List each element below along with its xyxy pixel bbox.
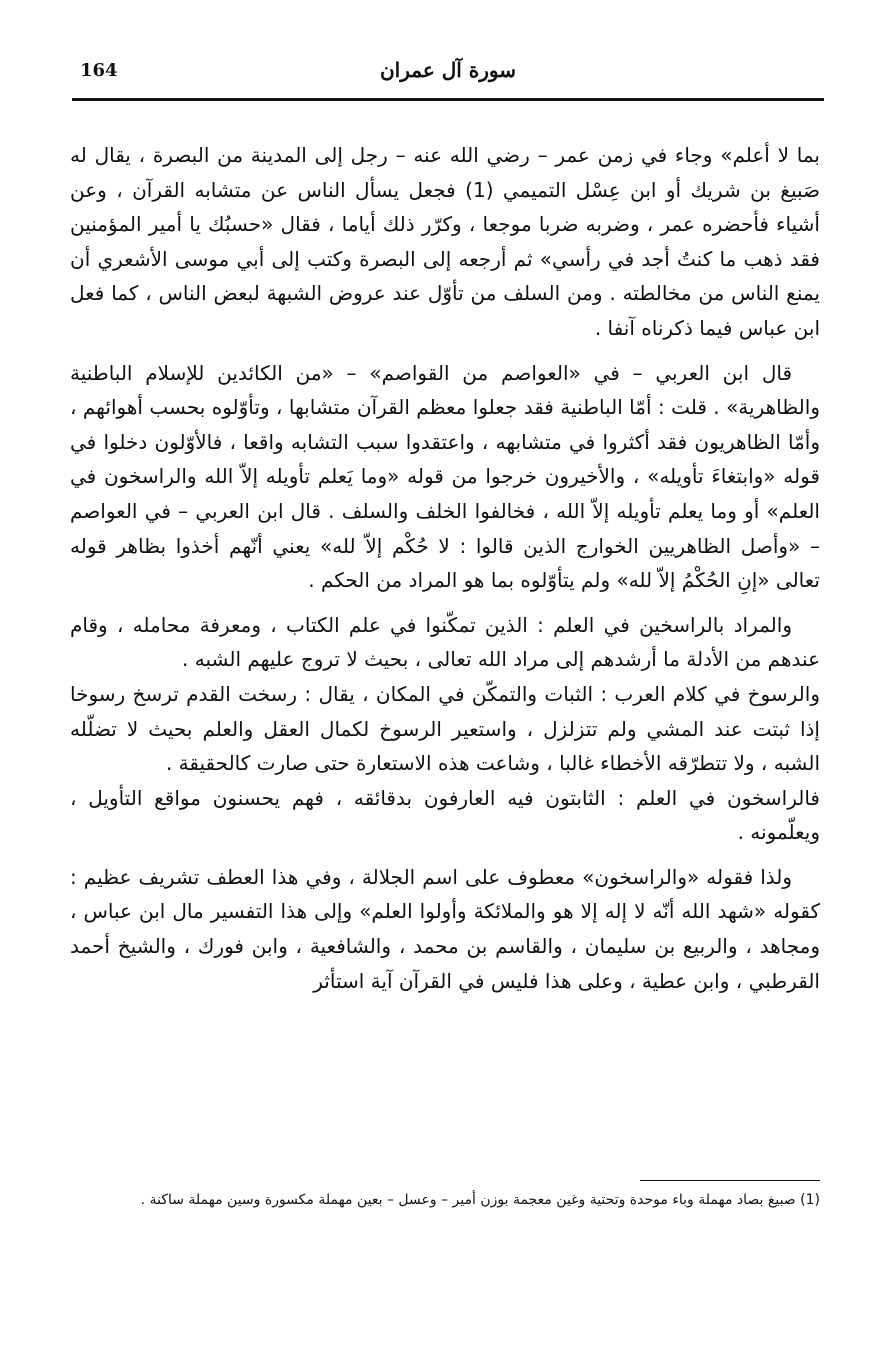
- footnote-divider: [640, 1180, 820, 1181]
- paragraph-6: ولذا فقوله «والراسخون» معطوف على اسم الجلالة ، وفي هذا العطف تشريف عظيم : كقوله «شهد الله أنّه لا إله إلا هو والملائكة وأولوا العلم» وإلى هذا التفسير مال ابن عباس ، ومجاهد ، والربيع بن سليمان ، والقاسم بن محمد ، والشافعية ، وابن فورك ، والشيخ أحمد القرطبي ، وابن عطية ، وعلى هذا فليس في القرآن آية استأثر: [70, 864, 820, 993]
- body-text: [70, 138, 820, 1008]
- page-header: [72, 54, 824, 101]
- paragraph-3: والمراد بالراسخين في العلم : الذين تمكّنوا في علم الكتاب ، ومعرفة محامله ، وقام عندهم من الأدلة ما أرشدهم إلى مراد الله تعالى ، بحيث لا تروج عليهم الشبه .: [70, 612, 820, 672]
- paragraph-4: والرسوخ في كلام العرب : الثبات والتمكّن في المكان ، يقال : رسخت القدم ترسخ رسوخا إذا ثبتت عند المشي ولم تتزلزل ، واستعير الرسوخ لكمال العقل والعلم بحيث لا تضلّله الشبه ، ولا تتطرّقه الأخطاء غالبا ، وشاعت هذه الاستعارة حتى صارت كالحقيقة .: [70, 681, 820, 776]
- page-number: 164: [80, 60, 118, 81]
- footnote: (1) صبيغ بصاد مهملة وباء موحدة وتحتية وغين معجمة بوزن أمير – وعسل – بعين مهملة مكسورة وسين مهملة ساكنة .: [140, 1192, 820, 1208]
- paragraph-5: فالراسخون في العلم : الثابتون فيه العارفون بدقائقه ، فهم يحسنون مواقع التأويل ، ويعلّمونه .: [70, 785, 820, 845]
- paragraph-1: بما لا أعلم» وجاء في زمن عمر – رضي الله عنه – رجل إلى المدينة من البصرة ، يقال له صَبيغ بن شريك أو ابن عِسْل التميمي (1) فجعل يسأل الناس عن متشابه القرآن ، وعن أشياء فأحضره عمر ، وضربه ضربا موجعا ، وكرّر ذلك أياما ، فقال «حسبُك يا أمير المؤمنين فقد ذهب ما كنتُ أجد في رأسي» ثم أرجعه إلى البصرة وكتب إلى أبي موسى الأشعري أن يمنع الناس من مخالطته . ومن السلف من تأوّل عند عروض الشبهة لبعض الناس ، كما فعل ابن عباس فيما ذكرناه آنفا .: [70, 143, 820, 340]
- running-title: سورة آل عمران: [379, 58, 516, 82]
- paragraph-2: قال ابن العربي – في «العواصم من القواصم» – «من الكائدين للإسلام الباطنية والظاهرية» . قلت : أمّا الباطنية فقد جعلوا معظم القرآن متشابها ، وتأوّلوه بحسب أهوائهم ، وأمّا الظاهريون فقد أكثروا في متشابهه ، واعتقدوا سبب التشابه واقعا ، فالأوّلون دخلوا في قوله «وابتغاءَ تأويله» ، والأخيرون خرجوا من قوله «وما يَعلم تأويله إلاّ الله والراسخون في العلم» أو وما يعلم تأويله إلاّ الله ، فخالفوا الخلف والسلف . قال ابن العربي – في العواصم – «وأصل الظاهريين الخوارج الذين قالوا : لا حُكْم إلاّ لله» يعني أنّهم أخذوا بظاهر قوله تعالى «إنِ الحُكْمُ إلاّ لله» ولم يتأوّلوه بما هو المراد من الحكم .: [70, 360, 820, 593]
